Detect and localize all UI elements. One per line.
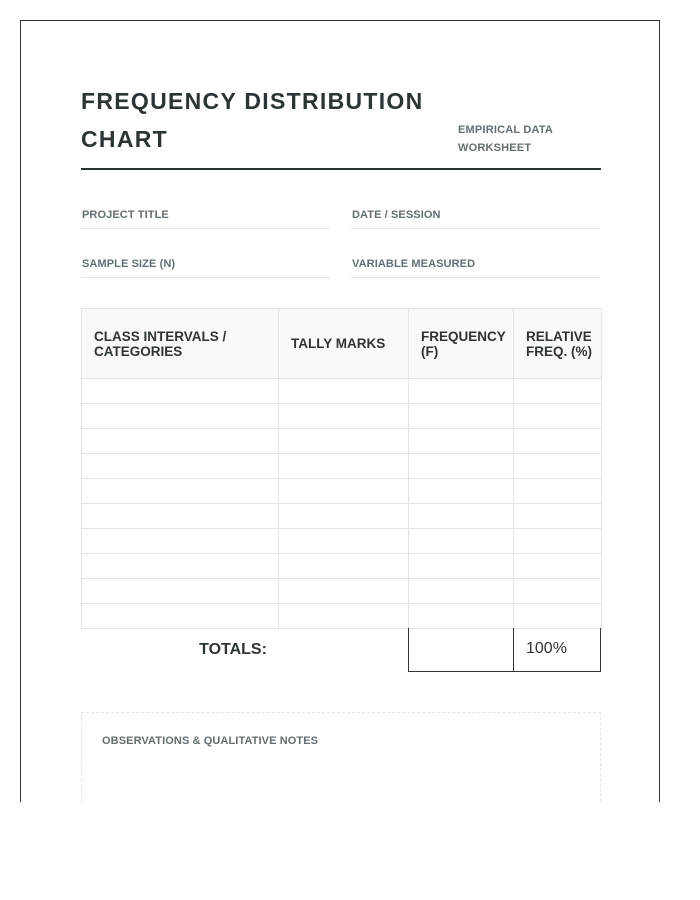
class-interval-cell[interactable]: [82, 604, 279, 629]
class-interval-cell[interactable]: [82, 479, 279, 504]
class-interval-cell[interactable]: [82, 579, 279, 604]
page-title: FREQUENCY DISTRIBUTION CHART: [81, 88, 424, 152]
frequency-cell[interactable]: [409, 454, 514, 479]
tally-cell[interactable]: [279, 429, 409, 454]
table-row: [82, 454, 602, 479]
sample-size-field[interactable]: [81, 252, 330, 278]
relative-frequency-cell[interactable]: [514, 404, 602, 429]
relative-frequency-cell[interactable]: [514, 479, 602, 504]
subtitle-line-2: WORKSHEET: [458, 142, 532, 154]
frequency-cell[interactable]: [409, 429, 514, 454]
tally-cell[interactable]: [279, 529, 409, 554]
class-interval-cell[interactable]: [82, 454, 279, 479]
date-session-label: DATE / SESSION: [352, 209, 441, 221]
frequency-cell[interactable]: [409, 579, 514, 604]
project-title-label: PROJECT TITLE: [82, 209, 169, 221]
worksheet-header: [81, 82, 601, 170]
table-row: [82, 579, 602, 604]
class-interval-cell[interactable]: [82, 529, 279, 554]
tally-cell[interactable]: [279, 579, 409, 604]
class-interval-cell[interactable]: [82, 504, 279, 529]
tally-cell[interactable]: [279, 504, 409, 529]
column-header-relative-frequency: RELATIVE FREQ. (%): [514, 309, 602, 379]
table-row: [82, 404, 602, 429]
totals-label: TOTALS:: [199, 641, 267, 658]
table-row: [82, 604, 602, 629]
table-row: [82, 554, 602, 579]
page-cutoff: [0, 802, 700, 900]
tally-cell[interactable]: [279, 454, 409, 479]
class-interval-cell[interactable]: [82, 429, 279, 454]
total-relative-frequency-cell: 100%: [513, 628, 601, 672]
frequency-cell[interactable]: [409, 404, 514, 429]
tally-cell[interactable]: [279, 604, 409, 629]
page-subtitle: [458, 121, 598, 157]
class-interval-cell[interactable]: [82, 404, 279, 429]
relative-frequency-cell[interactable]: [514, 379, 602, 404]
frequency-cell[interactable]: [409, 554, 514, 579]
relative-frequency-cell[interactable]: [514, 554, 602, 579]
class-interval-cell[interactable]: [82, 379, 279, 404]
relative-frequency-cell[interactable]: [514, 429, 602, 454]
project-title-field[interactable]: [81, 203, 330, 229]
date-session-field[interactable]: [351, 203, 600, 229]
tally-cell[interactable]: [279, 479, 409, 504]
table-row: [82, 529, 602, 554]
frequency-cell[interactable]: [409, 479, 514, 504]
total-frequency-cell[interactable]: [408, 628, 514, 672]
variable-measured-label: VARIABLE MEASURED: [352, 258, 476, 270]
tally-cell[interactable]: [279, 404, 409, 429]
relative-frequency-cell[interactable]: [514, 504, 602, 529]
table-row: [82, 504, 602, 529]
table-row: [82, 379, 602, 404]
tally-cell[interactable]: [279, 379, 409, 404]
table-row: [82, 479, 602, 504]
relative-frequency-cell[interactable]: [514, 579, 602, 604]
subtitle-line-1: EMPIRICAL DATA: [458, 124, 554, 136]
variable-measured-field[interactable]: [351, 252, 600, 278]
frequency-table: [81, 308, 602, 629]
relative-frequency-cell[interactable]: [514, 604, 602, 629]
column-header-frequency: FREQUENCY (F): [409, 309, 514, 379]
tally-cell[interactable]: [279, 554, 409, 579]
table-header-row: [82, 309, 602, 379]
observations-notes-box[interactable]: [81, 712, 601, 812]
column-header-class-intervals: CLASS INTERVALS / CATEGORIES: [82, 309, 279, 379]
observations-notes-label: OBSERVATIONS & QUALITATIVE NOTES: [102, 735, 319, 747]
frequency-cell[interactable]: [409, 529, 514, 554]
sample-size-label: SAMPLE SIZE (N): [82, 258, 176, 270]
frequency-cell[interactable]: [409, 379, 514, 404]
frequency-cell[interactable]: [409, 504, 514, 529]
class-interval-cell[interactable]: [82, 554, 279, 579]
table-row: [82, 429, 602, 454]
relative-frequency-cell[interactable]: [514, 454, 602, 479]
frequency-cell[interactable]: [409, 604, 514, 629]
relative-frequency-cell[interactable]: [514, 529, 602, 554]
column-header-tally-marks: TALLY MARKS: [279, 309, 409, 379]
